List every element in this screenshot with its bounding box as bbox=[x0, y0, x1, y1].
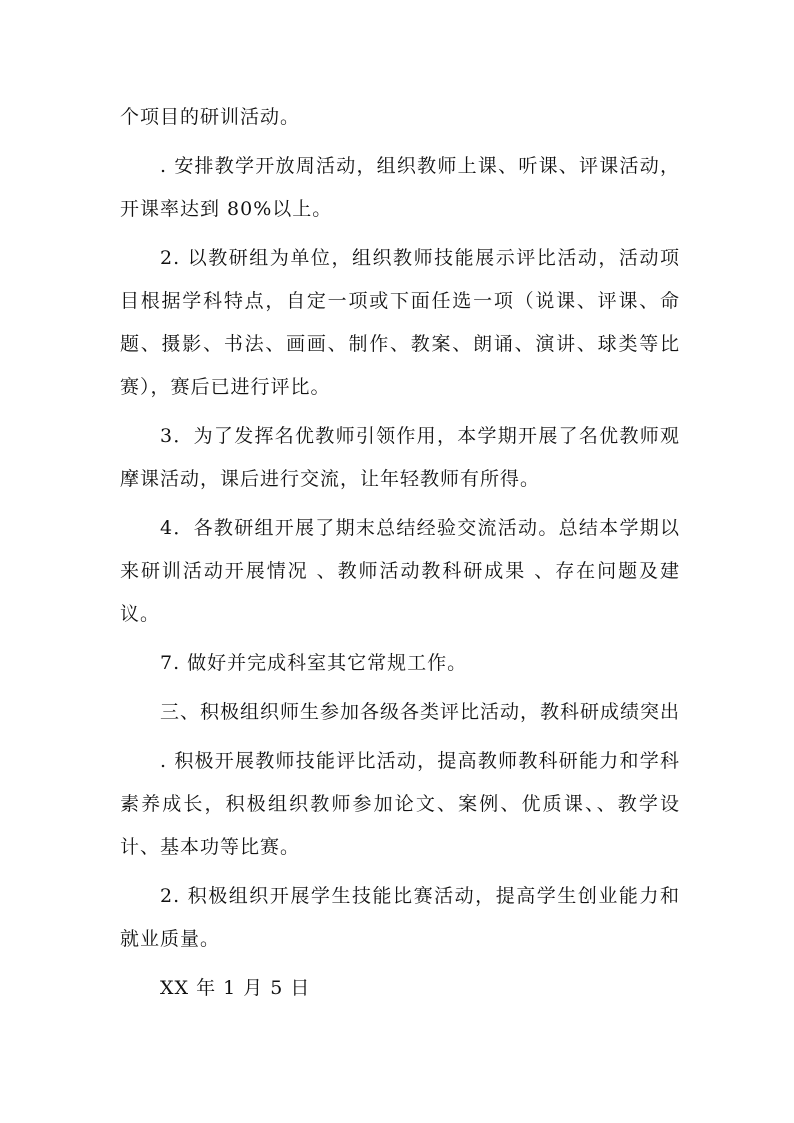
section-heading-three: 三、积极组织师生参加各级各类评比活动，教科研成绩突出 bbox=[160, 701, 681, 723]
document-body bbox=[120, 96, 680, 1016]
paragraph-model-lessons: 3．为了发挥名优教师引领作用，本学期开展了名优教师观摩课活动，课后进行交流，让年轻教师有所得。 bbox=[120, 425, 680, 490]
document-date: XX 年 1 月 5 日 bbox=[160, 977, 311, 999]
paragraph-teacher-skills: . 积极开展教师技能评比活动，提高教师教科研能力和学科素养成长，积极组织教师参加论文、案例、优质课、、教学设计、基本功等比赛。 bbox=[120, 750, 680, 858]
paragraph-term-summary: 4．各教研组开展了期末总结经验交流活动。总结本学期以来研训活动开展情况 、教师活动教科研成果 、存在问题及建议。 bbox=[120, 517, 680, 625]
paragraph-continuation: 个项目的研训活动。 bbox=[120, 106, 301, 128]
paragraph-student-skills: 2. 积极组织开展学生技能比赛活动，提高学生创业能力和就业质量。 bbox=[120, 885, 680, 950]
paragraph-skills-contest: 2. 以教研组为单位，组织教师技能展示评比活动，活动项目根据学科特点，自定一项或下面任选一项（说课、评课、命题、摄影、书法、画画、制作、教案、朗诵、演讲、球类等比赛），赛后已进行评比。 bbox=[120, 247, 680, 398]
paragraph-open-week: . 安排教学开放周活动，组织教师上课、听课、评课活动，开课率达到 80%以上。 bbox=[120, 155, 680, 220]
paragraph-routine-work: 7. 做好并完成科室其它常规工作。 bbox=[160, 652, 468, 674]
